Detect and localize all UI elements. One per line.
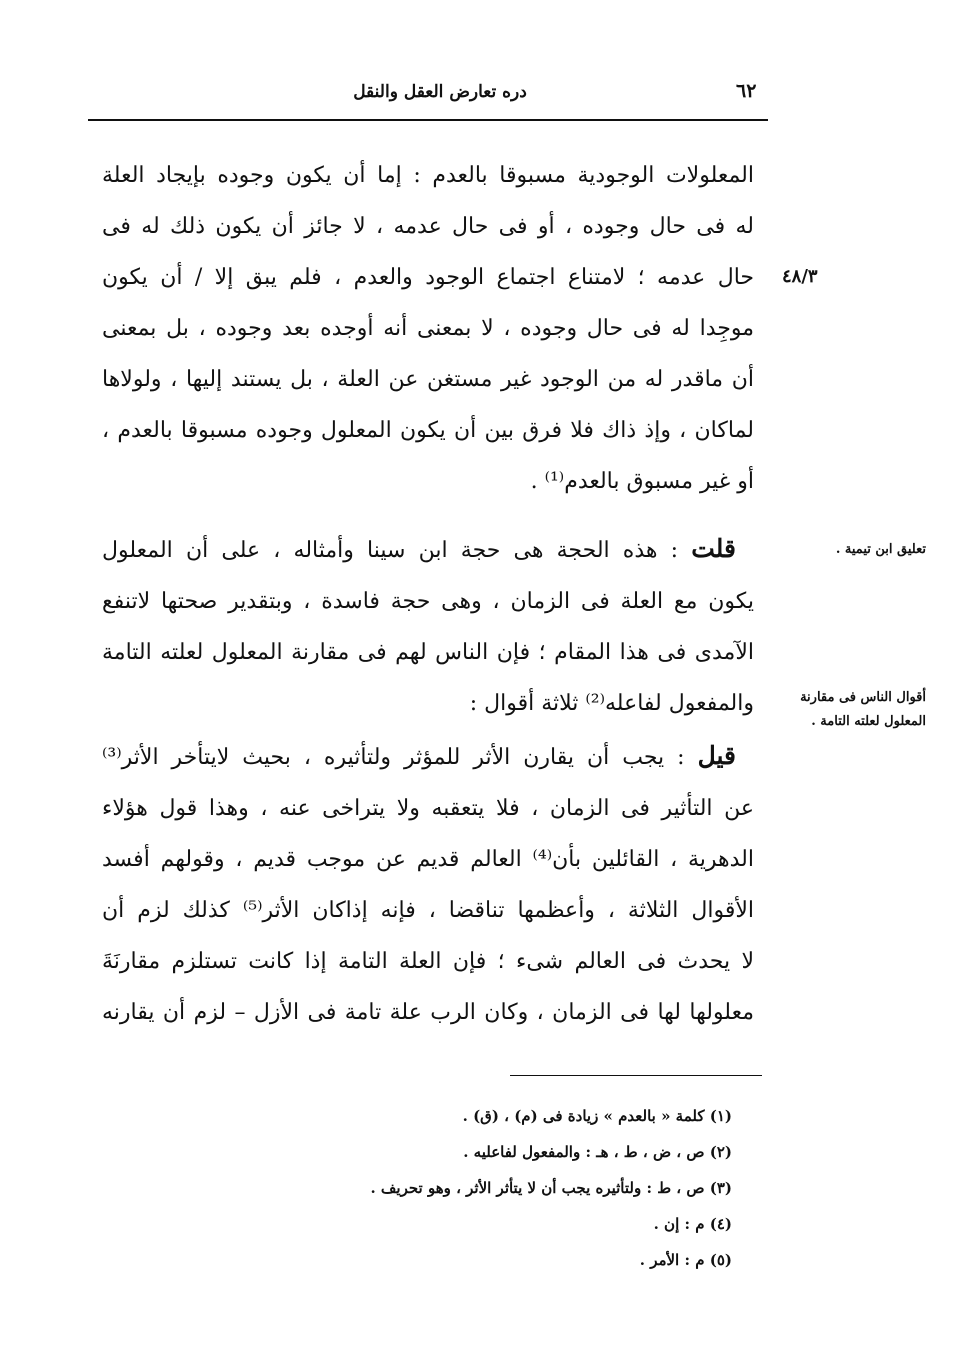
lead-word-qila: قيل — [697, 741, 736, 770]
footnote-2: (٢) ص ، ض ، ط ، هـ : والمفعول لفاعليه . — [463, 1143, 732, 1161]
margin-reference: ٤٨/٣ — [782, 266, 818, 287]
text-line: له فى حال وجوده ، أو فى حال عدمه ، لا جائز أن يكون ذلك له فى — [102, 214, 754, 239]
running-title: دره تعارض العقل والنقل — [353, 82, 527, 102]
margin-note-opinions — [774, 686, 926, 734]
text-line — [102, 730, 754, 783]
text-line: لا يحدث فى العالم شىء ؛ فإن العلة التامة إذا كانت تستلزم مقارنَةَ — [102, 949, 754, 974]
text-line: أن ماقدر له من الوجود غير مستغن عن العلة ، بل يستند إليها ، ولولاها — [102, 367, 754, 392]
text-line: المعلولات الوجودية مسبوقا بالعدم : إما أن يكون وجوده بإيجاد العلة — [102, 163, 754, 188]
footnote-1: (١) كلمة « بالعدم » زيادة فى (م) ، (ق) . — [462, 1107, 732, 1125]
text-line: والمفعول لفاعله⁽²⁾ ثلاثة أقوال : — [469, 691, 754, 716]
paragraph-3 — [102, 730, 754, 1038]
lead-word-qultu: قلت — [691, 534, 736, 563]
margin-note-opinions-line-2: المعلول لعلته التامة . — [811, 714, 926, 729]
footnote-rule — [510, 1075, 762, 1076]
text-line: الآمدى فى هذا المقام ؛ فإن الناس لهم فى مقارنة المعلول لعلته التامة — [102, 640, 754, 665]
footnotes — [212, 1098, 732, 1278]
lead-line-rest: : هذه الحجة هى حجة ابن سينا وأمثاله ، على أن المعلول — [102, 538, 679, 563]
text-line: يكون مع العلة فى الزمان ، وهى حجة فاسدة ، وبتقدير صحتها لاتنفع — [102, 589, 754, 614]
footnote-5: (٥) م : الأمر . — [639, 1251, 732, 1269]
text-line: معلولها لها فى الزمان ، وكان الرب علة تامة فى الأزل – لزم أن يقارنه — [102, 1000, 754, 1025]
text-line: الأقوال الثلاثة ، وأعظمها تناقضا ، فإنه إذاكان الأثر⁽⁵⁾ كذلك لزم أن — [102, 898, 754, 923]
text-line: عن التأثير فى الزمان ، فلا يتعقبه ولا يتراخى عنه ، وهذا قول هؤلاء — [102, 796, 754, 821]
text-line: الدهرية ، القائلين بأن⁽⁴⁾ العالم قديم عن موجب قديم ، وقولهم أفسد — [102, 847, 754, 872]
margin-note-comment-text: تعليق ابن تيمية . — [835, 542, 926, 557]
margin-note-opinions-line-1: أقوال الناس فى مقارنة — [800, 690, 926, 705]
text-line: لماكان ، وإذ ذاك فلا فرق بين أن يكون المعلول وجوده مسبوقا بالعدم ، — [102, 418, 754, 443]
footnote-3: (٣) ص ، ط : ولتأثيره يجب أن لا يتأثر الأثر ، وهو تحريف . — [370, 1179, 732, 1197]
margin-note-comment — [774, 538, 926, 562]
text-line: موجِدا له فى حال وجوده ، لا بمعنى أنه أوجده بعد وجوده ، بل بمعنى — [102, 316, 754, 341]
text-line — [102, 523, 754, 576]
lead-line-rest: : يجب أن يقارن الأثر للمؤثر ولتأثيره ، بحيث لايتأخر الأثر⁽³⁾ — [102, 745, 685, 770]
footnote-4: (٤) م : إن . — [653, 1215, 732, 1233]
text-line: أو غير مسبوق بالعدم⁽¹⁾ . — [530, 469, 754, 494]
text-line: حال عدمه ؛ لامتناع اجتماع الوجود والعدم ، فلم يبق إلا / أن يكون — [102, 265, 754, 290]
header-rule — [88, 119, 768, 121]
paragraph-1 — [102, 150, 754, 507]
page-number: ٦٢ — [736, 80, 757, 102]
paragraph-2 — [102, 523, 754, 729]
